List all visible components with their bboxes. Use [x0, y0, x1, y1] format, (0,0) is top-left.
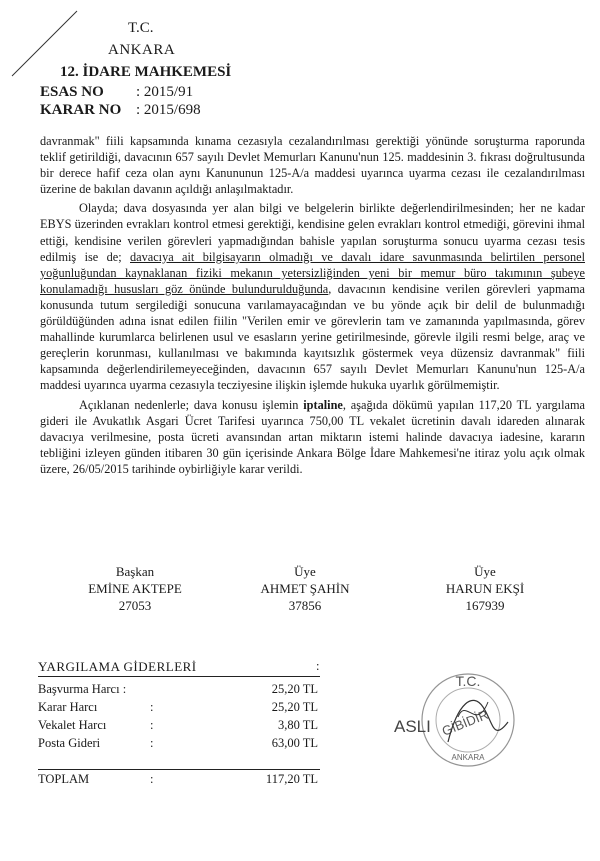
cost-row [38, 718, 338, 736]
seal-right-text: GİBİDİR [439, 706, 491, 739]
signer-id: 27053 [118, 598, 152, 613]
cost-label: Karar Harcı [38, 700, 98, 714]
cost-row [38, 682, 338, 700]
cost-label: Vekalet Harcı [38, 718, 107, 732]
cost-amount: 25,20 TL [271, 682, 318, 696]
official-seal-icon [388, 662, 536, 782]
seal-bottom-text: ANKARA [451, 753, 485, 762]
cost-colon: : [150, 718, 154, 732]
paragraph-2-underlined: davacıya ait bilgisayarın olmadığı ve davalı idare savunmasında belirtilen personel yoğunluğundan kaynaklanan fiziki mekanın yetersizliğinden yeni bir memur büro takımının şubeye konulamadığı hususları göz önünde bulundurulduğunda [40, 249, 585, 296]
total-amount: 117,20 TL [265, 772, 318, 786]
signer-name: EMİNE AKTEPE [88, 581, 182, 596]
divider [38, 769, 320, 770]
esas-value: : 2015/91 [136, 84, 194, 100]
signer-member-2 [410, 563, 560, 614]
total-colon: : [150, 772, 154, 786]
signer-name: HARUN EKŞİ [445, 581, 525, 596]
signer-member-1 [230, 563, 380, 614]
signer-id: 37856 [288, 598, 322, 613]
cost-row [38, 700, 338, 718]
court-name: 12. İDARE MAHKEMESİ [60, 64, 232, 80]
signer-role: Üye [474, 564, 496, 579]
esas-row [40, 84, 193, 101]
paragraph-2-start: Olayda; dava dosyasında yer alan bilgi ve belgelerin birlikte değerlendirilmesinden; her ne kadar EBYS üzerinden evrakları kontrol etmesi gerektiği, kendisine gelen evrakları kontrol etmediği, görevini ihmal ettiği, kendisine verilen görevleri yapmadığından bahisle yapılan soruşturma sonucu uyarma cezası tesis edilmiş ise de; [40, 201, 585, 264]
cost-amount: 63,00 TL [271, 736, 318, 750]
signer-role: Başkan [115, 564, 155, 579]
cost-label: Posta Gideri [38, 736, 101, 750]
header-city: ANKARA [108, 42, 176, 58]
signer-id: 167939 [465, 598, 505, 613]
signer-chair [60, 563, 210, 614]
divider [38, 676, 320, 677]
paragraph-3-end: , aşağıda dökümü yapılan 117,20 TL yargılama gideri ile Avukatlık Asgari Ücret Tarifesi uyarınca 750,00 TL vekalet ücretinin davalı idareden alınarak davacıya verilmesine, posta ücreti avansından artan miktarın istemi halinde davacıya iadesine, kararın tebliğini izleyen günden itibaren 30 gün içerisinde Ankara Bölge İdare Mahkemesi'ne itiraz yolu açık olmak üzere, 26/05/2015 tarihinde oybirliğiyle karar verildi. [40, 397, 585, 476]
seal-top-text: T.C. [455, 673, 481, 689]
cost-row [38, 736, 338, 754]
costs-title-colon: : [316, 659, 320, 673]
signer-role: Üye [294, 564, 316, 579]
esas-label: ESAS NO [40, 84, 104, 100]
karar-value: : 2015/698 [136, 102, 201, 118]
paragraph-2 [40, 200, 585, 393]
signer-name: AHMET ŞAHİN [260, 581, 350, 596]
cost-colon: : [150, 736, 154, 750]
paragraph-1: davranmak" fiili kapsamında kınama cezasıyla cezalandırılması gerektiği yönünde soruşturma raporunda teklif getirildiği, davacının 657 sayılı Devlet Memurları Kanunu'nun 125. maddesinin 3. fıkrası doğrultusunda bir derece hafif ceza olan aynı Kanununun 125-A/a maddesi uyarınca uyarma cezası ile cezalandırılması üzerine de bakılan davanın açıldığı anlaşılmaktadır. [40, 134, 585, 197]
total-label: TOPLAM [38, 772, 90, 786]
costs-title: YARGILAMA GİDERLERİ [38, 659, 197, 674]
paragraph-3-start: Açıklanan nedenlerle; dava konusu işlemin [79, 397, 304, 412]
paragraph-2-end: , davacının kendisine verilen görevleri yapmama konusunda tutum sergilediği sonucuna varılamayacağından ve bu yönde açık bir delil de bulunmadığı görüldüğünden adına isnat edilen fiilin "Verilen emir ve görevlerin tam ve zamanında yapılmasında, görev mahallinde kurumlarca belirlenen usul ve esasların yerine getirilmesinde, görevle ilgili resmi belge, araç ve gereçlerin korunması, kullanılması ve bakımında kayıtsızlık göstermek veya düzensiz davranmak" fiili kapsamında değerlendirilemeyeceğinden, davacının 657 sayılı Devlet Memurları Kanunu'nun 125-A/a maddesi uyarınca uyarma cezasıyla tecziyesine ilişkin işlemde hukuka uyarlık görülmemiştir. [40, 281, 586, 393]
karar-row [40, 102, 201, 119]
seal-left-text: ASLI [394, 717, 431, 736]
header-tc: T.C. [128, 20, 154, 36]
decision-body [40, 133, 585, 480]
cost-label: Başvurma Harcı : [38, 682, 127, 696]
cost-amount: 3,80 TL [277, 718, 318, 732]
cost-amount: 25,20 TL [271, 700, 318, 714]
karar-label: KARAR NO [40, 102, 122, 118]
cost-colon: : [150, 700, 154, 714]
paragraph-3-bold: iptaline [303, 397, 343, 412]
paragraph-3 [40, 397, 585, 477]
